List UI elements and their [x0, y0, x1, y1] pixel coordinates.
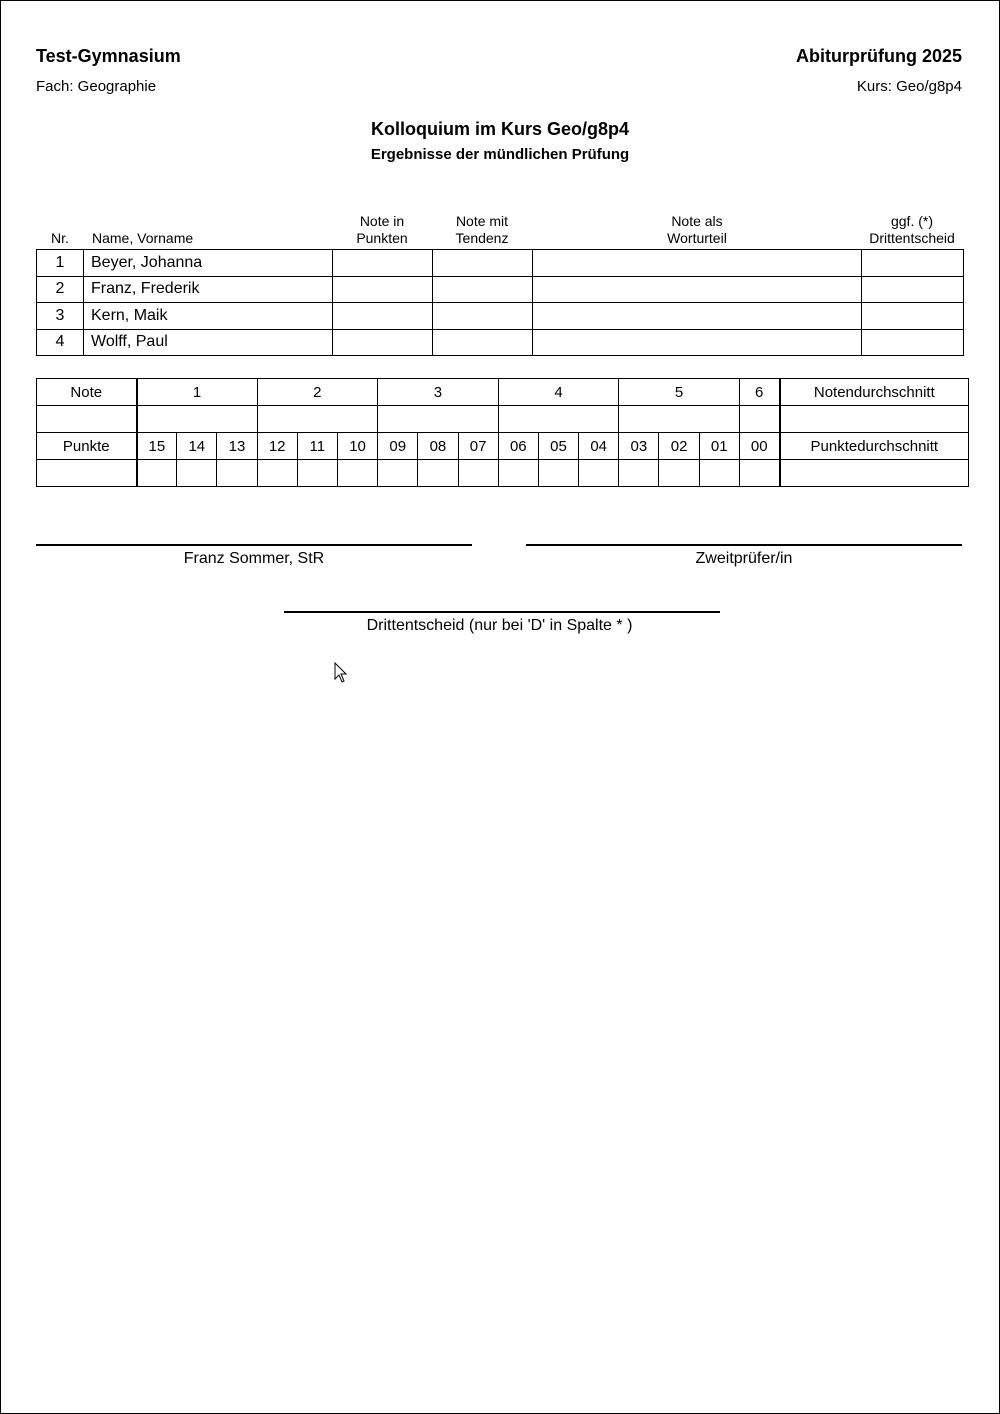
grade-3-label: 3: [378, 379, 499, 406]
points-header-row: [37, 433, 969, 460]
points-label: Punkte: [37, 433, 137, 460]
row-nr: 1: [37, 250, 84, 277]
cell-tendency[interactable]: [433, 250, 533, 277]
examiner-name: Franz Sommer, StR: [183, 550, 325, 567]
points-count-cell[interactable]: [619, 460, 659, 487]
grade-count-cell[interactable]: [619, 406, 740, 433]
points-count-cell[interactable]: [659, 460, 699, 487]
grade-count-cell[interactable]: [739, 406, 779, 433]
cell-points[interactable]: [333, 250, 433, 277]
row-name: Beyer, Johanna: [84, 250, 333, 277]
table-row: [37, 276, 964, 303]
cell-tendency[interactable]: [433, 303, 533, 330]
points-count-row: [37, 460, 969, 487]
points-07: 07: [458, 433, 498, 460]
third-decision-label: Drittentscheid (nur bei 'D' in Spalte * ): [366, 617, 633, 634]
points-03: 03: [619, 433, 659, 460]
student-table: [36, 249, 964, 356]
grade-count-cell[interactable]: [257, 406, 378, 433]
exam-title: Abiturprüfung 2025: [795, 46, 962, 66]
header-nr: Nr.: [51, 230, 69, 246]
points-count-cell[interactable]: [137, 460, 177, 487]
grade-5-label: 5: [619, 379, 740, 406]
table-row: [37, 250, 964, 277]
points-average-label: Punktedurchschnitt: [780, 433, 969, 460]
cell-third-decision[interactable]: [862, 276, 964, 303]
row-name: Franz, Frederik: [84, 276, 333, 303]
cell-verbal[interactable]: [533, 303, 862, 330]
header-name: Name, Vorname: [92, 230, 194, 246]
points-10: 10: [337, 433, 377, 460]
grade-2-label: 2: [257, 379, 378, 406]
grade-4-label: 4: [498, 379, 619, 406]
empty-cell: [37, 460, 137, 487]
cell-verbal[interactable]: [533, 250, 862, 277]
cell-tendency[interactable]: [433, 276, 533, 303]
points-04: 04: [579, 433, 619, 460]
second-examiner-label: Zweitprüfer/in: [695, 550, 793, 567]
points-count-cell[interactable]: [177, 460, 217, 487]
points-count-cell[interactable]: [458, 460, 498, 487]
grade-distribution-table: [36, 378, 969, 487]
empty-cell: [37, 406, 137, 433]
cell-third-decision[interactable]: [862, 250, 964, 277]
row-nr: 4: [37, 329, 84, 356]
points-count-cell[interactable]: [498, 460, 538, 487]
note-average-label: Notendurchschnitt: [780, 379, 969, 406]
header-verbal: Note als Worturteil: [667, 213, 727, 246]
cell-verbal[interactable]: [533, 329, 862, 356]
table-row: [37, 329, 964, 356]
cell-third-decision[interactable]: [862, 303, 964, 330]
points-average-value[interactable]: [780, 460, 969, 487]
cell-points[interactable]: [333, 329, 433, 356]
grade-1-label: 1: [137, 379, 258, 406]
points-14: 14: [177, 433, 217, 460]
points-12: 12: [257, 433, 297, 460]
mouse-cursor-icon: [334, 662, 348, 684]
points-count-cell[interactable]: [217, 460, 257, 487]
points-count-cell[interactable]: [418, 460, 458, 487]
points-count-cell[interactable]: [257, 460, 297, 487]
points-count-cell[interactable]: [538, 460, 578, 487]
points-06: 06: [498, 433, 538, 460]
grade-count-cell[interactable]: [378, 406, 499, 433]
points-15: 15: [137, 433, 177, 460]
points-count-cell[interactable]: [579, 460, 619, 487]
cell-tendency[interactable]: [433, 329, 533, 356]
header-third-decision: ggf. (*) Drittentscheid: [869, 213, 955, 246]
points-00: 00: [739, 433, 779, 460]
points-count-cell[interactable]: [699, 460, 739, 487]
points-11: 11: [297, 433, 337, 460]
grade-header-row: [37, 379, 969, 406]
points-05: 05: [538, 433, 578, 460]
school-name: Test-Gymnasium: [36, 46, 181, 66]
row-name: Wolff, Paul: [84, 329, 333, 356]
points-count-cell[interactable]: [337, 460, 377, 487]
cell-third-decision[interactable]: [862, 329, 964, 356]
points-13: 13: [217, 433, 257, 460]
document-title: Kolloquium im Kurs Geo/g8p4: [370, 119, 630, 139]
course-label: Kurs: Geo/g8p4: [856, 78, 962, 95]
header-points: Note in Punkten: [356, 213, 408, 246]
table-row: [37, 303, 964, 330]
grade-count-cell[interactable]: [137, 406, 258, 433]
points-count-cell[interactable]: [297, 460, 337, 487]
points-count-cell[interactable]: [739, 460, 779, 487]
cell-points[interactable]: [333, 276, 433, 303]
note-label: Note: [37, 379, 137, 406]
row-name: Kern, Maik: [84, 303, 333, 330]
row-nr: 3: [37, 303, 84, 330]
points-01: 01: [699, 433, 739, 460]
points-08: 08: [418, 433, 458, 460]
row-nr: 2: [37, 276, 84, 303]
subject-label: Fach: Geographie: [36, 78, 157, 95]
note-average-value[interactable]: [780, 406, 969, 433]
third-decision-signature-line[interactable]: [284, 611, 720, 613]
points-count-cell[interactable]: [378, 460, 418, 487]
grade-count-row: [37, 406, 969, 433]
examiner-signature-line[interactable]: [36, 544, 472, 546]
cell-points[interactable]: [333, 303, 433, 330]
second-examiner-signature-line[interactable]: [526, 544, 962, 546]
points-09: 09: [378, 433, 418, 460]
grade-6-label: 6: [739, 379, 779, 406]
points-02: 02: [659, 433, 699, 460]
grade-count-cell[interactable]: [498, 406, 619, 433]
document-subtitle: Ergebnisse der mündlichen Prüfung: [370, 146, 630, 163]
header-tendency: Note mit Tendenz: [455, 213, 509, 246]
cell-verbal[interactable]: [533, 276, 862, 303]
